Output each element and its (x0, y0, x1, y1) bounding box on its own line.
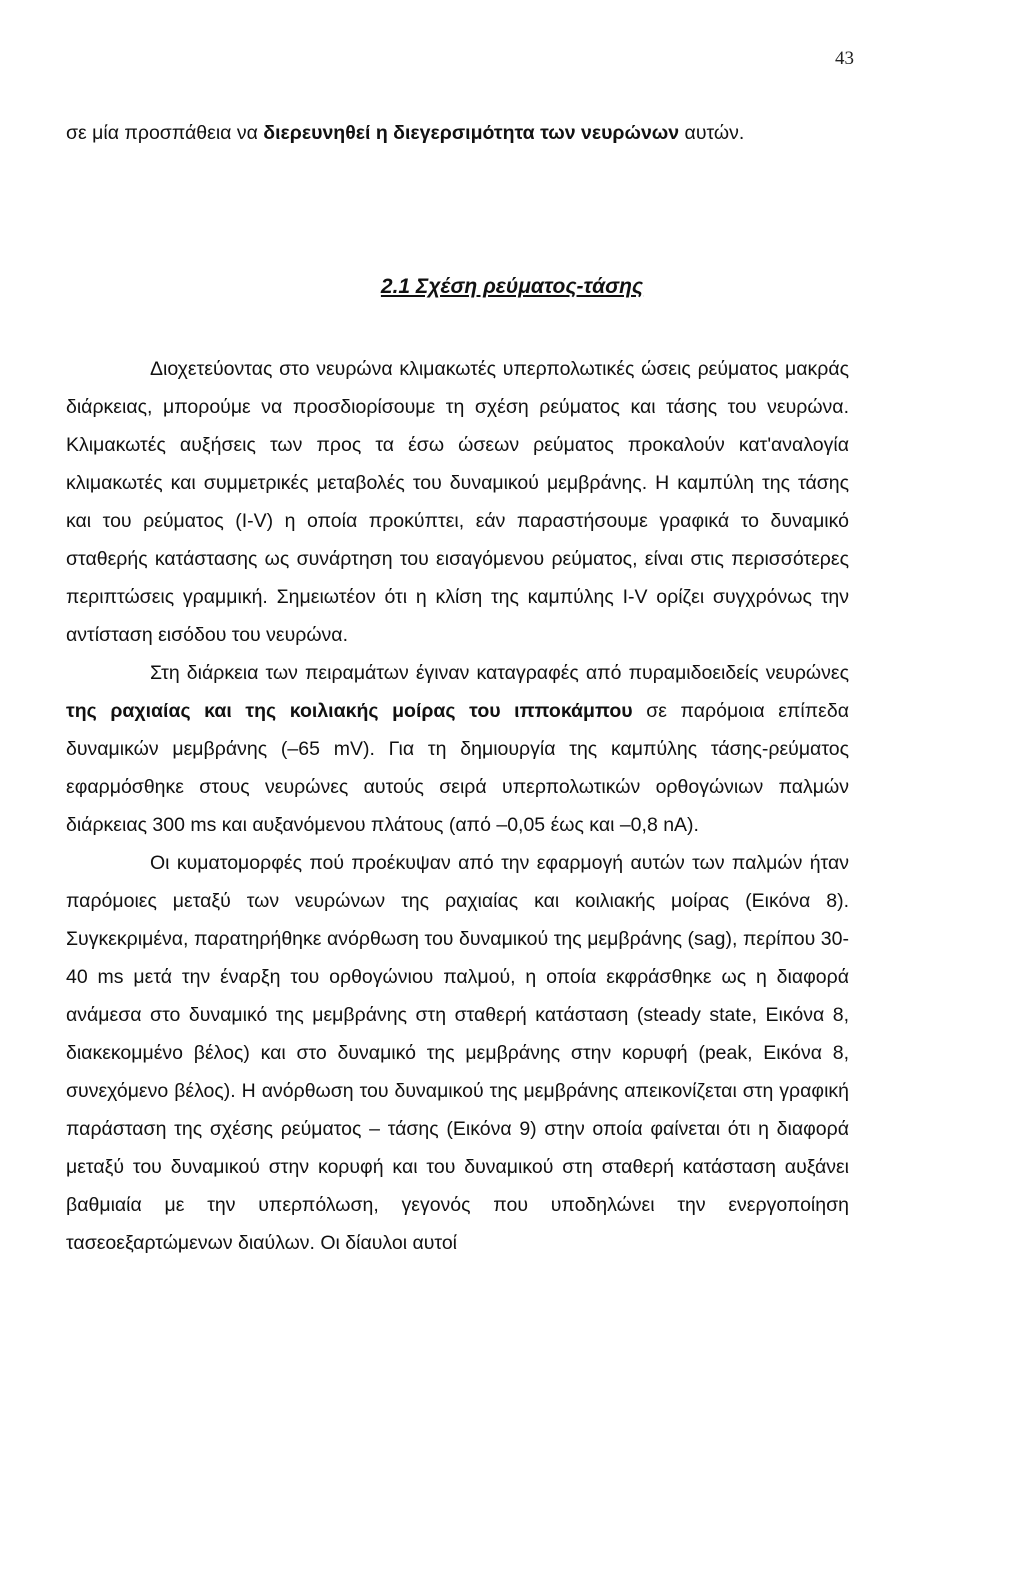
section-heading: 2.1 Σχέση ρεύματος-τάσης (380, 275, 644, 298)
paragraph-2-bold-text: της ραχιαίας και της κοιλιακής μοίρας του ιπποκάμπου (66, 700, 633, 722)
paragraph-2 (66, 654, 849, 844)
paragraph-2-part-2: σε παρόμοια επίπεδα δυναμικών μεμβράνης (–65 mV). Για τη δημιουργία της καμπύλης τάσης-ρεύματος εφαρμόσθηκε στους νευρώνες αυτούς σειρά υπερπολωτικών ορθογώνιων παλμών διάρκειας 300 ms και αυξανόμενου πλάτους (από –0,05 έως και –0,8 nA). (66, 700, 849, 836)
intro-bold-text: διερευνηθεί η διεγερσιμότητα των νευρώνων (263, 122, 680, 144)
intro-paragraph (66, 114, 849, 152)
paragraph-1: Διοχετεύοντας στο νευρώνα κλιμακωτές υπερπολωτικές ώσεις ρεύματος μακράς διάρκειας, μπορούμε να προσδιορίσουμε τη σχέση ρεύματος και τάσης του νευρώνα. Κλιμακωτές αυξήσεις των προς τα έσω ώσεων ρεύματος προκαλούν κατ'αναλογία κλιμακωτές και συμμετρικές μεταβολές του δυναμικού μεμβράνης. Η καμπύλη της τάσης και του ρεύματος (I-V) η οποία προκύπτει, εάν παραστήσουμε γραφικά το δυναμικό σταθερής κατάστασης ως συνάρτηση του εισαγόμενου ρεύματος, είναι στις περισσότερες περιπτώσεις γραμμική. Σημειωτέον ότι η κλίση της καμπύλης I-V ορίζει συγχρόνως την αντίσταση εισόδου του νευρώνα. (66, 358, 849, 646)
paragraph-2-part-1: Στη διάρκεια των πειραμάτων έγιναν καταγραφές από πυραμιδοειδείς νευρώνες (150, 662, 849, 684)
paragraph-3: Οι κυματομορφές πού προέκυψαν από την εφαρμογή αυτών των παλμών ήταν παρόμοιες μεταξύ των νευρώνων της ραχιαίας και κοιλιακής μοίρας (Εικόνα 8). Συγκεκριμένα, παρατηρήθηκε ανόρθωση του δυναμικού της μεμβράνης (sag), περίπου 30-40 ms μετά την έναρξη του ορθογώνιου παλμού, η οποία εκφράσθηκε ως η διαφορά ανάμεσα στο δυναμικό της μεμβράνης στη σταθερή κατάσταση (steady state, Εικόνα 8, διακεκομμένο βέλος) και στο δυναμικό της μεμβράνης στην κορυφή (peak, Εικόνα 8, συνεχόμενο βέλος). Η ανόρθωση του δυναμικού της μεμβράνης απεικονίζεται στη γραφική παράσταση της σχέσης ρεύματος – τάσης (Εικόνα 9) στην οποία φαίνεται ότι η διαφορά μεταξύ του δυναμικού στην κορυφή και του δυναμικού στη σταθερή κατάσταση αυξάνει βαθμιαία με την υπερπόλωση, γεγονός που υποδηλώνει την ενεργοποίηση τασεοεξαρτώμενων διαύλων. Οι δίαυλοι αυτοί (66, 852, 849, 1254)
intro-text (66, 114, 849, 152)
body-text (66, 350, 849, 1262)
intro-text-part-1: σε μία προσπάθεια να (66, 122, 264, 144)
page-number: 43 (835, 48, 854, 69)
intro-text-part-2: αυτών. (679, 122, 745, 144)
